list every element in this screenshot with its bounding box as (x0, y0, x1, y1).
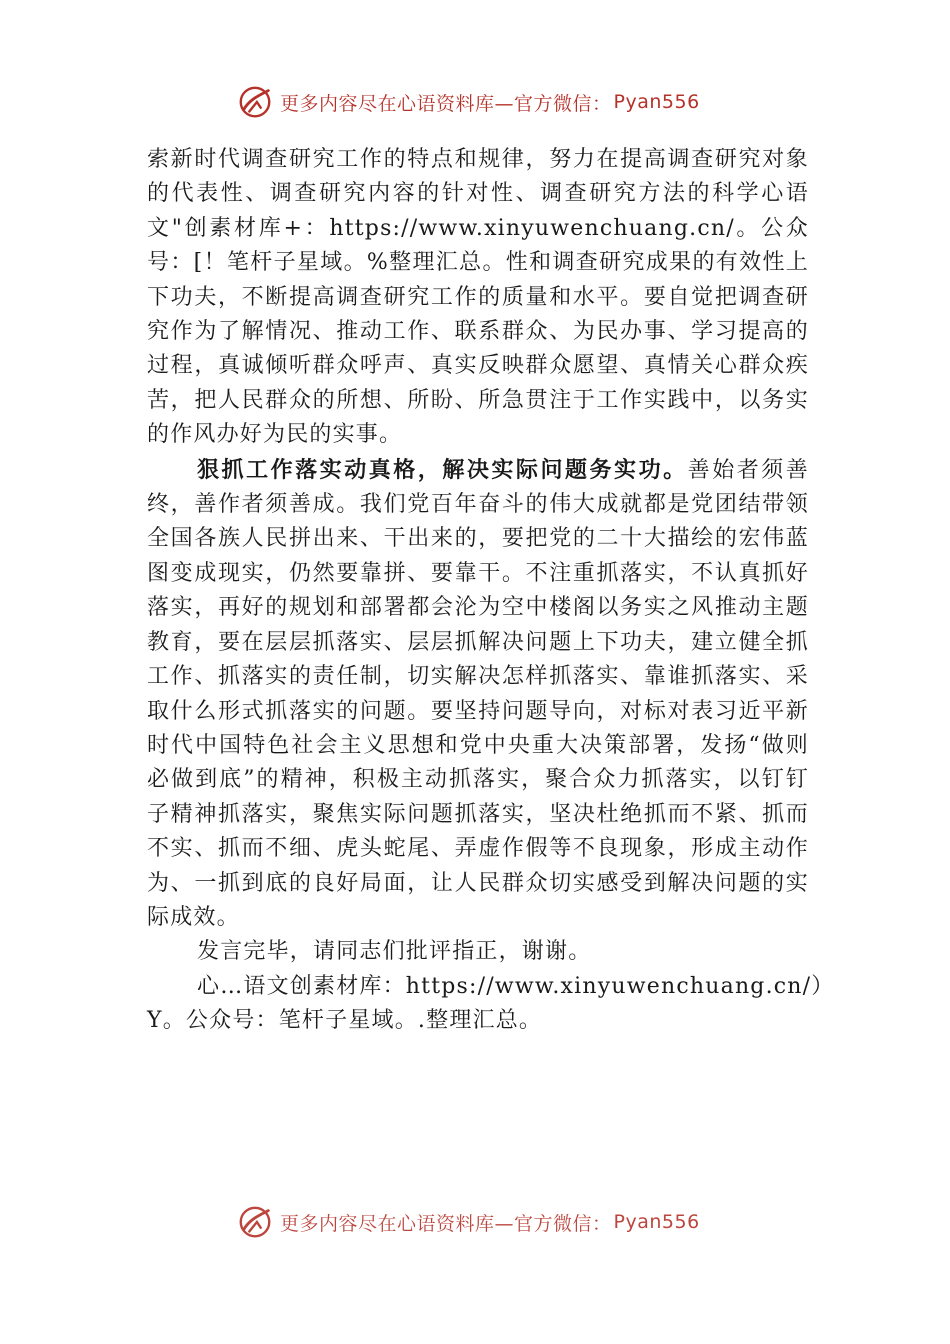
paragraph-2-heading: 狠抓工作落实动真格，解决实际问题务实功。 (197, 456, 688, 483)
document-body (147, 143, 835, 1039)
logo-icon (236, 1203, 274, 1241)
header-banner (236, 82, 700, 122)
paragraph-1: 索新时代调查研究工作的特点和规律，努力在提高调查研究对象的代表性、调查研究内容的针对性、调查研究方法的科学心语文"创素材库+：https://www.xinyuwenchuang.cn/。公众号：[！笔杆子星域。%整理汇总。性和调查研究成果的有效性上下功夫，不断提高调查研究工作的质量和水平。要自觉把调查研究作为了解情况、推动工作、联系群众、为民办事、学习提高的过程，真诚倾听群众呼声、真实反映群众愿望、真情关心群众疾苦，把人民群众的所想、所盼、所急贯注于工作实践中，以务实的作风办好为民的实事。 (147, 147, 809, 448)
paragraph-3: 发言完毕，请同志们批评指正，谢谢。 (197, 939, 592, 965)
logo-icon (236, 83, 274, 121)
paragraph-2-body: 善始者须善终，善作者须善成。我们党百年奋斗的伟大成就都是党团结带领全国各族人民拼出来、干出来的，要把党的二十大描绘的宏伟蓝图变成现实，仍然要靠拼、要靠干。不注重抓落实，不认真抓好落实，再好的规划和部署都会沦为空中楼阁以务实之风推动主题教育，要在层层抓落实、层层抓解决问题上下功夫，建立健全抓工作、抓落实的责任制，切实解决怎样抓落实、靠谁抓落实、采取什么形式抓落实的问题。要坚持问题导向，对标对表习近平新时代中国特色社会主义思想和党中央重大决策部署，发扬“做则必做到底”的精神，积极主动抓落实，聚合众力抓落实，以钉钉子精神抓落实，聚焦实际问题抓落实，坚决杜绝抓而不紧、抓而不实、抓而不细、虎头蛇尾、弄虚作假等不良现象，形成主动作为、一抓到底的良好局面，让人民群众切实感受到解决问题的实际成效。 (147, 457, 809, 930)
paragraph-4-line-1: 心…语文创素材库：https://www.xinyuwenchuang.cn/） (197, 973, 835, 999)
banner-text: 更多内容尽在心语资料库—官方微信： (280, 92, 612, 115)
banner-wechat-id: Pyan556 (613, 1211, 700, 1233)
paragraph-2 (147, 453, 809, 936)
footer-banner (236, 1202, 700, 1242)
paragraph-4-line-2: Y。公众号：笔杆子星域。.整理汇总。 (147, 1008, 543, 1034)
banner-wechat-id: Pyan556 (613, 91, 700, 113)
banner-text: 更多内容尽在心语资料库—官方微信： (280, 1212, 612, 1235)
